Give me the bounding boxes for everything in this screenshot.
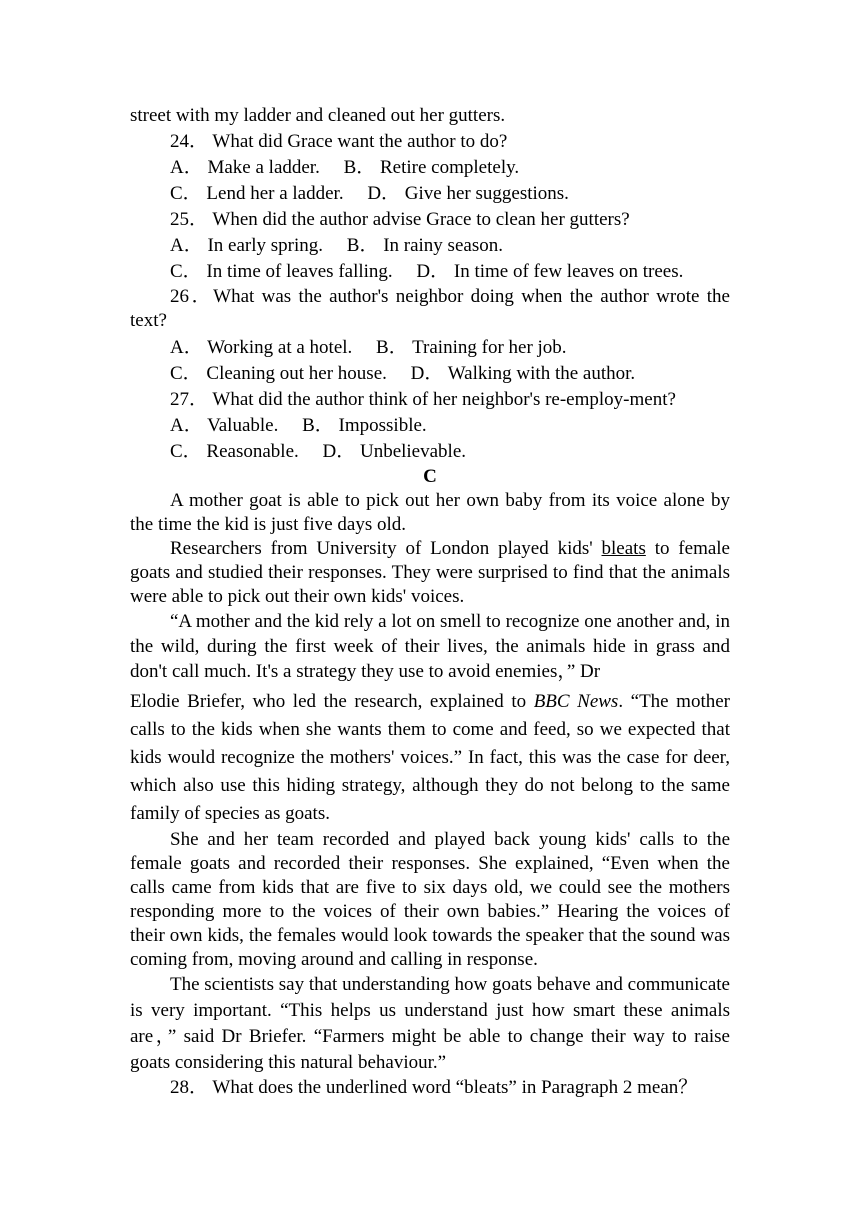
question-25-options-cd: C． In time of leaves falling. D． In time of few leaves on trees. (170, 261, 684, 282)
question-27-options-cd: C． Reasonable. D． Unbelievable. (170, 441, 467, 462)
question-27-options-ab: A． Valuable. B． Impossible. (170, 415, 427, 436)
question-26 (130, 285, 730, 387)
section-heading: C (423, 466, 437, 487)
document-page (130, 103, 730, 1102)
passage-paragraph-1: A mother goat is able to pick out her own baby from its voice alone by the time the kid is just five days old. (130, 490, 730, 535)
passage-continuation-line: street with my ladder and cleaned out her gutters. (130, 105, 506, 126)
question-25-stem: 25． When did the author advise Grace to clean her gutters? (170, 209, 630, 230)
question-27 (130, 387, 730, 465)
question-28-stem: 28． What does the underlined word “bleats” in Paragraph 2 mean？ (170, 1077, 698, 1098)
question-27-stem: 27． What did the author think of her neighbor's re-employ-ment? (170, 389, 676, 410)
paragraph-2-text-start: Researchers from University of London played kids' (170, 538, 602, 559)
passage-paragraph-2 (130, 537, 730, 609)
question-26-stem: 26．What was the author's neighbor doing when the author wrote the text? (130, 286, 730, 331)
underlined-word-bleats: bleats (601, 538, 646, 559)
question-26-options-cd: C． Cleaning out her house. D． Walking with the author. (170, 363, 636, 384)
question-24-options-ab: A． Make a ladder. B． Retire completely. (170, 157, 520, 178)
question-24-stem: 24． What did Grace want the author to do? (170, 131, 508, 152)
question-26-options-ab: A． Working at a hotel. B． Training for her job. (170, 337, 567, 358)
passage-paragraph-3: “A mother and the kid rely a lot on smell to recognize one another and, in the wild, during the first week of their lives, the animals hide in grass and don't call much. It's a strategy they use to avoid enemies，” Dr (130, 611, 730, 682)
passage-paragraph-5: The scientists say that understanding how goats behave and communicate is very important. “This helps us understand just how smart these animals are，” said Dr Briefer. “Farmers might be able to change their way to raise goats considering this natural behaviour.” (130, 974, 730, 1073)
question-24 (130, 129, 730, 207)
question-28 (130, 1076, 730, 1100)
passage-paragraph-3-continued (130, 688, 730, 828)
question-24-options-cd: C． Lend her a ladder. D． Give her suggestions. (170, 183, 569, 204)
paragraph-3-continued-end: . “The mother calls to the kids when she wants them to come and feed, so we expected that kids would recognize the mothers' voices.” In fact, this was the case for deer, which also use this hiding strategy, although they do not belong to the same family of species as goats. (130, 691, 730, 824)
source-bbc-news: BBC News (533, 691, 619, 712)
question-25-options-ab: A． In early spring. B． In rainy season. (170, 235, 503, 256)
question-25 (130, 207, 730, 285)
passage-paragraph-4: She and her team recorded and played back young kids' calls to the female goats and recorded their responses. She explained, “Even when the calls came from kids that are five to six days old, we could see the mothers responding more to the voices of their own babies.” Hearing the voices of their own kids, the females would look towards the speaker that the sound was coming from, moving around and calling in response. (130, 829, 730, 970)
paragraph-2-text-end: to female goats and studied their responses. They were surprised to find that the animals were able to pick out their own kids' voices. (130, 538, 730, 607)
paragraph-3-continued-start: Elodie Briefer, who led the research, explained to (130, 691, 534, 712)
